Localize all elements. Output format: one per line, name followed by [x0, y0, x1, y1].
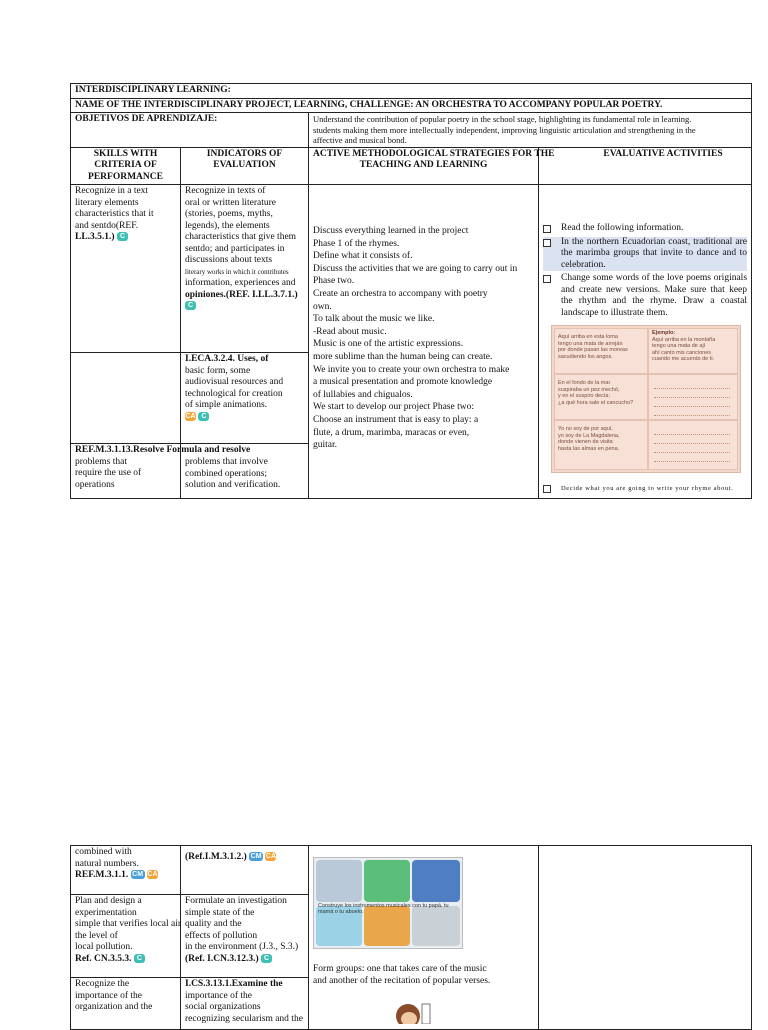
strategy-line: Discuss everything learned in the project	[313, 226, 469, 236]
figure-line: yo soy de La Magdalena,	[558, 432, 620, 439]
indicator-line: discussions about texts	[185, 255, 273, 265]
activity-item	[543, 483, 747, 495]
figure-line: y en el suspiro decía:	[558, 393, 610, 399]
indicator-line: information, experiences and	[185, 278, 296, 288]
checkbox-icon	[543, 239, 551, 247]
figure-example-head: Ejemplo:	[652, 330, 676, 336]
indicator-ref-text: (Ref.I.M.3.1.2.)	[185, 852, 247, 862]
skills-line: and sentdo(REF.	[75, 220, 139, 231]
figure-line: Aquí arriba en la montaña	[652, 336, 716, 343]
skills-ref-text: LL.3.5.1.)	[75, 232, 115, 242]
col-skills-line: SKILLS WITH	[93, 148, 158, 159]
c-badge-icon: C	[198, 412, 209, 421]
skills-ref-text: Ref. CN.3.5.3.	[75, 953, 132, 964]
indicators-cell	[181, 185, 309, 353]
skills-line: operations	[75, 479, 115, 490]
cm-badge-icon: CM	[132, 871, 144, 879]
indicator-ref: opiniones.(REF. I.LL.3.7.1.)	[185, 289, 298, 300]
skills-line: the level of	[75, 930, 118, 941]
indicators-cell	[181, 895, 309, 978]
checkbox-icon	[543, 275, 551, 283]
strategy-line: Discuss the activities that we are going to carry out in	[313, 263, 518, 274]
col-strategies-header	[309, 147, 555, 185]
figure-line: Aquí arriba en esta loma	[558, 334, 618, 340]
checkbox-icon	[543, 225, 551, 233]
indicator-line: in the environment (J.3., S.3.)	[185, 942, 299, 952]
indicators-cell	[181, 978, 309, 1030]
strategy-line: Phase two.	[313, 276, 355, 287]
skills-line: natural numbers.	[75, 858, 139, 869]
col-indicators-line: EVALUATION	[213, 160, 276, 170]
figure-line: tengo una mata de arreján	[558, 340, 623, 347]
c-badge-icon: C	[185, 301, 196, 310]
figure-rhyme	[558, 426, 619, 452]
indicator-line: characteristics that give them	[185, 232, 297, 242]
indicator-line: of simple animations.	[185, 400, 268, 410]
activity-item	[543, 237, 747, 272]
skills-cell	[71, 185, 181, 353]
figure-blank-lines	[654, 382, 730, 418]
indicator-line: importance of the	[185, 990, 253, 1001]
figure-line: ahí canto mis canciones	[652, 349, 712, 356]
skills-line: characteristics that it	[75, 209, 154, 219]
strategy-line: We start to develop our project Phase two:	[313, 402, 474, 413]
skills-ref	[75, 954, 176, 966]
indicator-ref	[185, 954, 304, 966]
c-badge-icon: C	[134, 954, 145, 963]
strategy-line: Define what it consists of.	[313, 251, 413, 262]
strategy-line: and another of the recitation of popular verses.	[313, 975, 491, 986]
indicator-line: sentdo; and participates in	[185, 243, 285, 254]
photo-tile	[364, 860, 410, 902]
col-skills-header	[71, 147, 181, 185]
figure-line: donde vienen de visita	[558, 439, 613, 445]
strategy-line: a musical presentation and promote knowledge	[313, 377, 493, 388]
col-indicators-line: INDICATORS OF	[206, 148, 283, 159]
figure-line: Yo no soy de por aquí,	[558, 426, 613, 432]
strategy-line: more sublime than the human being can create.	[313, 351, 493, 362]
skills-cell	[71, 978, 181, 1030]
activity-text: Change some words of the love poems originals and create new versions. Make sure that keep the rhythm and the rhyme. Draw a coastal landscape to illustrate them.	[561, 273, 748, 318]
figure-line: por donde pasan las moreas	[558, 347, 628, 353]
skills-line: local pollution.	[75, 942, 133, 952]
indicator-line: simple state of the	[185, 907, 255, 918]
skills-line: problems that	[75, 456, 127, 467]
indicator-line: basic form, some	[185, 365, 251, 376]
indicator-line: quality and the	[185, 919, 242, 929]
photo-tile	[412, 860, 460, 902]
indicator-line: technological for creation	[185, 388, 283, 399]
figure-line: sacudiendo los angos.	[558, 353, 613, 360]
figure-line: suspiraba un pez mechó,	[558, 386, 620, 393]
activity-item	[543, 273, 747, 319]
indicator-line: legends), the elements	[185, 220, 270, 231]
skills-ref: REF.M.3.1.13.Resolve Formula and resolve	[75, 445, 251, 456]
project-name: NAME OF THE INTERDISCIPLINARY PROJECT, LEARNING, CHALLENGE: AN ORCHESTRA TO ACCOMPANY POPULAR POETRY.	[71, 98, 752, 113]
skills-ref-text: REF.M.3.1.1.	[75, 870, 129, 880]
skills-cell-empty	[71, 353, 181, 444]
skills-cell	[71, 846, 181, 895]
indicators-cell	[181, 846, 309, 895]
indicator-line: problems that involve	[185, 457, 268, 468]
strategy-line: Create an orchestra to accompany with poetry	[313, 288, 488, 299]
indicators-cell	[181, 353, 309, 444]
indicator-ref-text: (Ref. I.CN.3.12.3.)	[185, 953, 259, 964]
planning-table	[70, 83, 752, 499]
activity-text: Read the following information.	[561, 223, 684, 233]
skills-ref	[75, 232, 176, 244]
objectives-line: affective and musical bond.	[313, 135, 407, 145]
col-strategies-line: TEACHING AND LEARNING	[359, 160, 488, 170]
figure-rhyme	[558, 380, 633, 406]
interdisciplinary-heading: INTERDISCIPLINARY LEARNING:	[71, 84, 752, 99]
indicator-line: Formulate an investigation	[185, 896, 287, 906]
strategy-line: Choose an instrument that is easy to play: a	[313, 414, 479, 425]
activity-item	[543, 223, 747, 235]
activity-text: In the northern Ecuadorian coast, traditional are the marimba groups that invite to dance and to celebration.	[561, 236, 748, 270]
strategy-line: flute, a drum, marimba, maracas or even,	[313, 427, 470, 438]
col-skills-line: PERFORMANCE	[88, 171, 163, 182]
indicator-line: Recognize in texts of	[185, 186, 266, 196]
indicator-small-line: literary works in which it contributes	[185, 267, 289, 276]
ca-badge-icon: CA	[185, 412, 196, 420]
indicator-line: effects of pollution	[185, 930, 258, 941]
strategy-line: Music is one of the artistic expressions.	[313, 339, 464, 350]
indicator-line: (stories, poems, myths,	[185, 209, 273, 219]
indicator-ref: I.ECA.3.2.4. Uses, of	[185, 354, 269, 364]
skills-line: importance of the	[75, 990, 143, 1001]
skills-line: organization and the	[75, 1002, 153, 1012]
figure-rhyme	[558, 334, 628, 360]
indicator-ref	[185, 852, 304, 864]
indicator-line: recognizing secularism and the	[185, 1013, 303, 1024]
indicator-line: solution and verification.	[185, 480, 281, 491]
strategy-line: We invite you to create your own orchestra to make	[313, 364, 510, 375]
figure-blank-lines	[654, 428, 730, 464]
figure-line: ¿a qué hora sale el cancucho?	[558, 399, 634, 406]
indicator-line: audiovisual resources and	[185, 377, 284, 387]
skills-line: require the use of	[75, 468, 142, 479]
objectives-label: OBJETIVOS DE APRENDIZAJE:	[71, 113, 309, 148]
indicator-line: oral or written literature	[185, 197, 277, 208]
skills-cell	[71, 895, 181, 978]
skills-line: experimentation	[75, 907, 137, 918]
strategy-line: Phase 1 of the rhymes.	[313, 238, 400, 249]
instruments-photo	[313, 857, 463, 949]
strategy-line: own.	[313, 301, 332, 312]
objectives-text	[309, 113, 752, 148]
skills-line: Plan and design a	[75, 896, 142, 906]
objectives-line: Understand the contribution of popular poetry in the school stage, highlighting its fundamental role in learning.	[313, 114, 692, 124]
strategy-line: To talk about the music we like.	[313, 314, 435, 325]
ca-badge-icon: CA	[147, 871, 158, 879]
checkbox-icon	[543, 485, 551, 493]
cm-badge-icon: CM	[250, 853, 262, 861]
photo-tile	[316, 860, 362, 902]
skills-line: simple that verifies local air	[75, 919, 182, 929]
figure-line: cuando me acuerdo de ti.	[652, 356, 715, 362]
skills-line: literary elements	[75, 197, 139, 208]
strategies-cell	[309, 185, 539, 499]
rhymes-figure	[551, 325, 741, 473]
col-strategies-line: ACTIVE METHODOLOGICAL STRATEGIES FOR THE	[313, 148, 555, 159]
cartoon-child-image	[392, 998, 432, 1024]
col-skills-line: CRITERIA OF	[94, 160, 157, 170]
c-badge-icon: C	[261, 954, 272, 963]
figure-line: tengo una mata de ají	[652, 343, 706, 349]
figure-line: En el fondo de la mar	[558, 380, 611, 386]
evaluative-cell	[539, 846, 752, 1030]
skills-ref	[75, 870, 176, 882]
col-indicators-header	[181, 147, 309, 185]
strategy-line: Form groups: one that takes care of the music	[313, 964, 487, 974]
strategy-line: -Read about music.	[313, 326, 387, 337]
figure-line: hasta las almas en pena.	[558, 445, 620, 452]
col-evaluative-header: EVALUATIVE ACTIVITIES	[539, 147, 752, 185]
strategy-line: guitar.	[313, 440, 338, 451]
figure-example	[652, 330, 715, 363]
objectives-line: students making them more intellectually independent, improving linguistic articulation and strengthening in the	[313, 124, 696, 135]
activity-text: Decide what you are going to write your rhyme about.	[561, 485, 734, 492]
strategy-line: of lullabies and chigualos.	[313, 389, 413, 400]
photo-caption: Construye los instrumentos musicales con tu papá, tu mamá o tu abuelo.	[318, 903, 449, 915]
indicator-line: combined operations;	[185, 468, 268, 479]
indicator-line: social organizations	[185, 1002, 261, 1012]
skills-line: Recognize in a text	[75, 186, 149, 196]
skills-line: Recognize the	[75, 979, 130, 989]
c-badge-icon: C	[117, 232, 128, 241]
ca-badge-icon: CA	[265, 853, 277, 861]
skills-line: combined with	[75, 847, 132, 857]
evaluative-cell	[539, 185, 752, 499]
indicator-ref: I.CS.3.13.1.Examine the	[185, 979, 283, 989]
